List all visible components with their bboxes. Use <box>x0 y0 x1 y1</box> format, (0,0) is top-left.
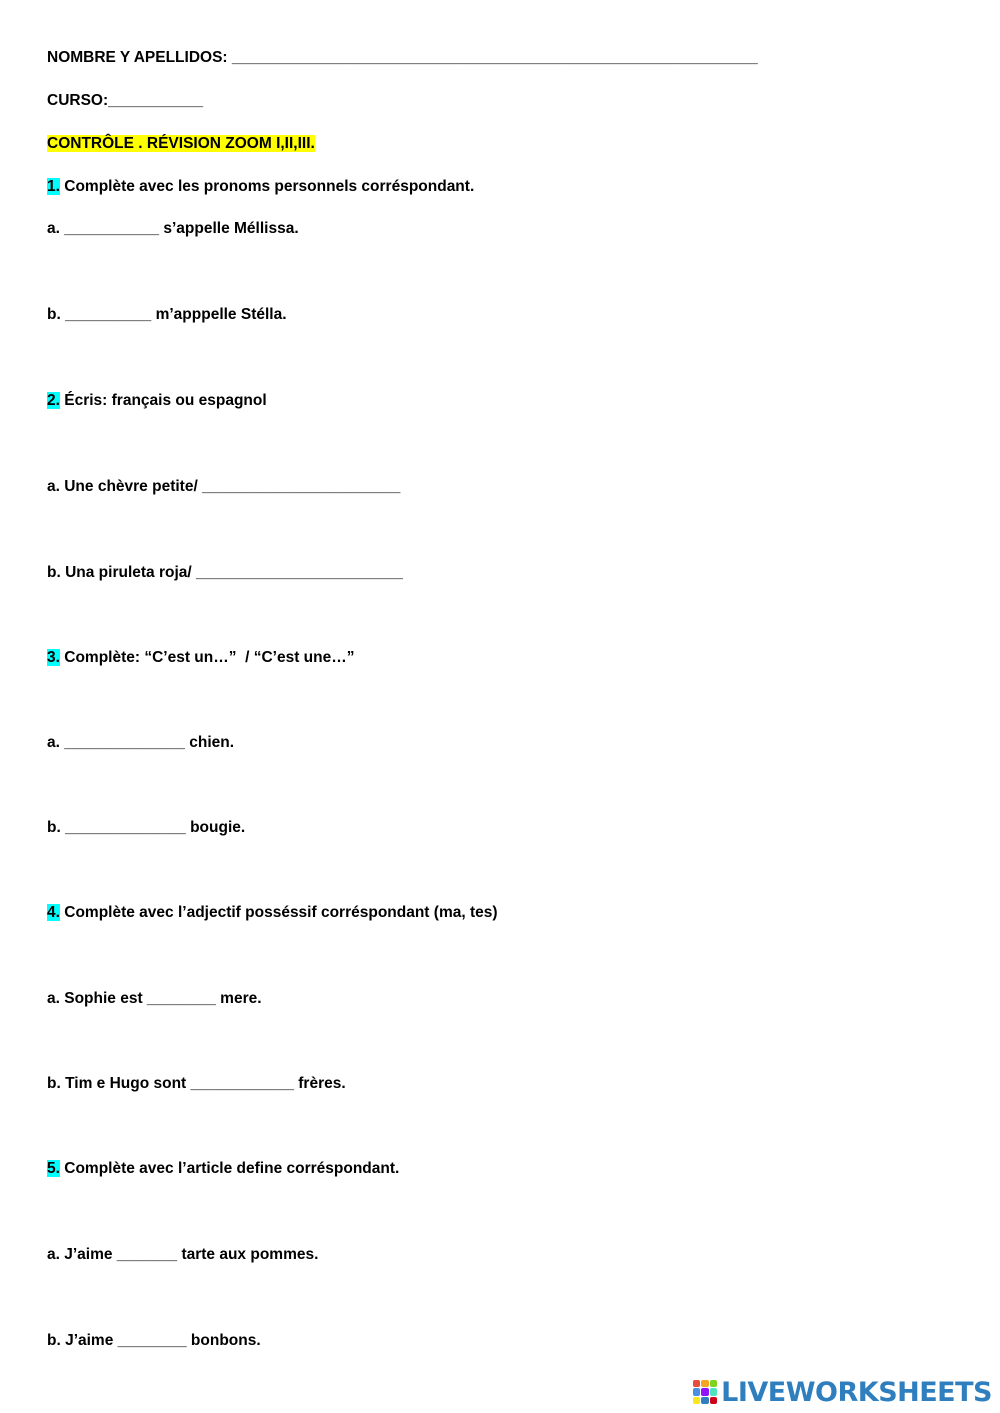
logo-tile <box>701 1397 708 1404</box>
worksheet-title-line <box>47 134 315 154</box>
section-number: 1. <box>47 178 60 195</box>
section-number: 5. <box>47 1160 60 1177</box>
logo-tile <box>701 1388 708 1395</box>
section-2-heading <box>47 391 267 411</box>
section-number: 4. <box>47 904 60 921</box>
section-2-item-b[interactable]: b. Una piruleta roja/ ________________________ <box>47 564 403 581</box>
course-line <box>47 91 203 111</box>
worksheet-title: CONTRÔLE . RÉVISION ZOOM I,II,III. <box>47 135 315 152</box>
name-label: NOMBRE Y APELLIDOS: <box>47 49 228 66</box>
name-line <box>47 48 758 68</box>
logo-tile <box>701 1380 708 1387</box>
logo-tile <box>693 1380 700 1387</box>
name-blank[interactable]: _____________________________________________________________ <box>227 49 758 66</box>
logo-tile <box>710 1380 717 1387</box>
course-label: CURSO: <box>47 92 109 109</box>
logo-tile <box>710 1397 717 1404</box>
section-2-item-a[interactable]: a. Une chèvre petite/ _______________________ <box>47 478 401 495</box>
section-1-heading <box>47 177 474 197</box>
logo-tile <box>710 1388 717 1395</box>
section-prompt: Complète avec l’article define corréspondant. <box>59 1160 400 1177</box>
section-4-item-b[interactable]: b. Tim e Hugo sont ____________ frères. <box>47 1075 346 1092</box>
section-number: 2. <box>47 392 60 409</box>
logo-tile <box>693 1388 700 1395</box>
logo-tile <box>693 1397 700 1404</box>
section-prompt: Complète avec les pronoms personnels corréspondant. <box>59 178 475 195</box>
liveworksheets-logo-icon <box>693 1380 717 1404</box>
section-prompt: Complète avec l’adjectif posséssif corréspondant (ma, tes) <box>59 904 498 921</box>
section-3-item-b[interactable]: b. ______________ bougie. <box>47 819 246 836</box>
section-5-item-a[interactable]: a. J’aime _______ tarte aux pommes. <box>47 1246 319 1263</box>
section-1-item-a[interactable]: a. ___________ s’appelle Méllissa. <box>47 220 299 237</box>
section-5-item-b[interactable]: b. J’aime ________ bonbons. <box>47 1332 261 1349</box>
liveworksheets-logo-text: LIVEWORKSHEETS <box>721 1376 992 1408</box>
course-blank[interactable]: ___________ <box>108 92 203 109</box>
section-3-heading <box>47 648 354 668</box>
section-4-heading <box>47 903 498 923</box>
section-4-item-a[interactable]: a. Sophie est ________ mere. <box>47 990 262 1007</box>
section-number: 3. <box>47 649 60 666</box>
liveworksheets-logo <box>693 1375 992 1409</box>
section-1-item-b[interactable]: b. __________ m’apppelle Stélla. <box>47 306 287 323</box>
section-prompt: Écris: français ou espagnol <box>59 392 267 409</box>
section-5-heading <box>47 1159 399 1179</box>
section-3-item-a[interactable]: a. ______________ chien. <box>47 734 235 751</box>
section-prompt: Complète: “C’est un…” / “C’est une…” <box>59 649 355 666</box>
